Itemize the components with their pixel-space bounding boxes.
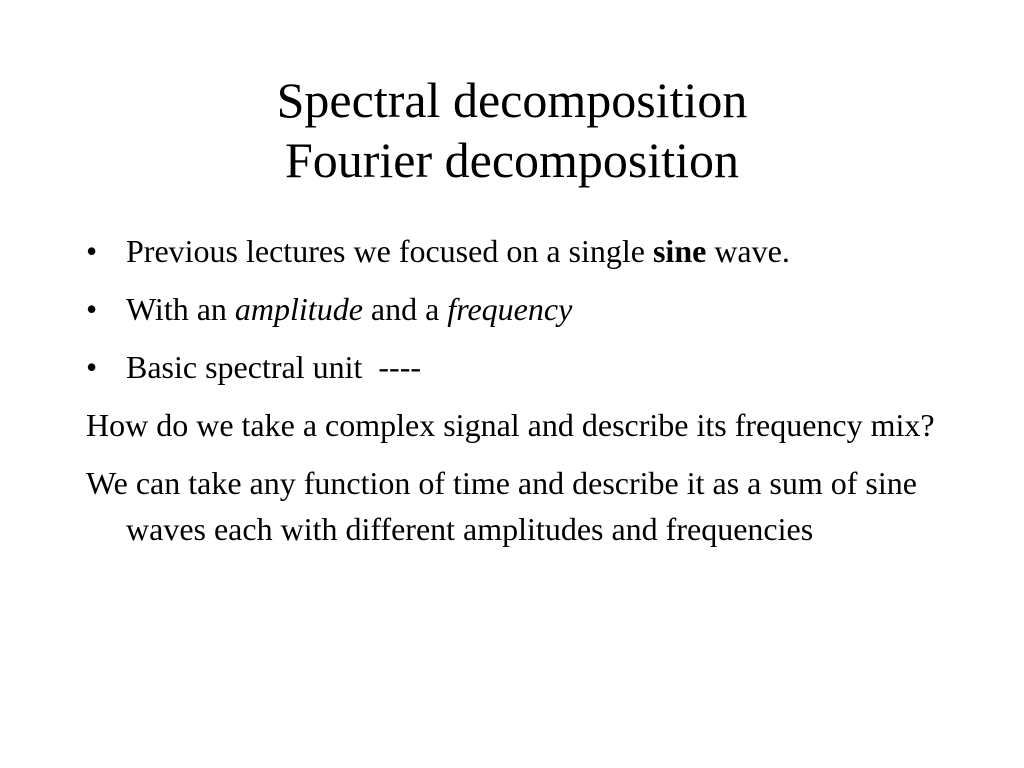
bullet-text-italic-frequency: frequency <box>447 291 573 327</box>
title-line-1: Spectral decomposition <box>276 72 748 128</box>
paragraph-complex-signal: How do we take a complex signal and describe its frequency mix? <box>86 407 935 443</box>
slide-body <box>86 228 956 564</box>
title-line-2: Fourier decomposition <box>284 132 740 188</box>
bullet-text-middle: and a <box>362 291 448 327</box>
bullet-text-suffix: wave. <box>706 233 790 269</box>
bullet-text-prefix: With an <box>126 291 235 327</box>
bullet-text-italic-amplitude: amplitude <box>234 291 363 327</box>
bullet-text-bold: sine <box>652 233 707 269</box>
bullet-text-prefix: Previous lectures we focused on a single <box>126 233 653 269</box>
bullet-marker: • <box>86 233 98 269</box>
bullet-item-amplitude-frequency <box>86 286 956 332</box>
paragraph-sum-of-sines: We can take any function of time and describe it as a sum of sine waves each with different amplitudes and frequencies <box>86 465 917 547</box>
bullet-item-sine-wave <box>86 228 956 274</box>
bullet-text: Basic spectral unit ---- <box>126 349 421 385</box>
bullet-marker: • <box>86 291 98 327</box>
slide-title <box>0 70 1024 190</box>
bullet-item-spectral-unit <box>86 344 956 390</box>
bullet-marker: • <box>86 349 98 385</box>
